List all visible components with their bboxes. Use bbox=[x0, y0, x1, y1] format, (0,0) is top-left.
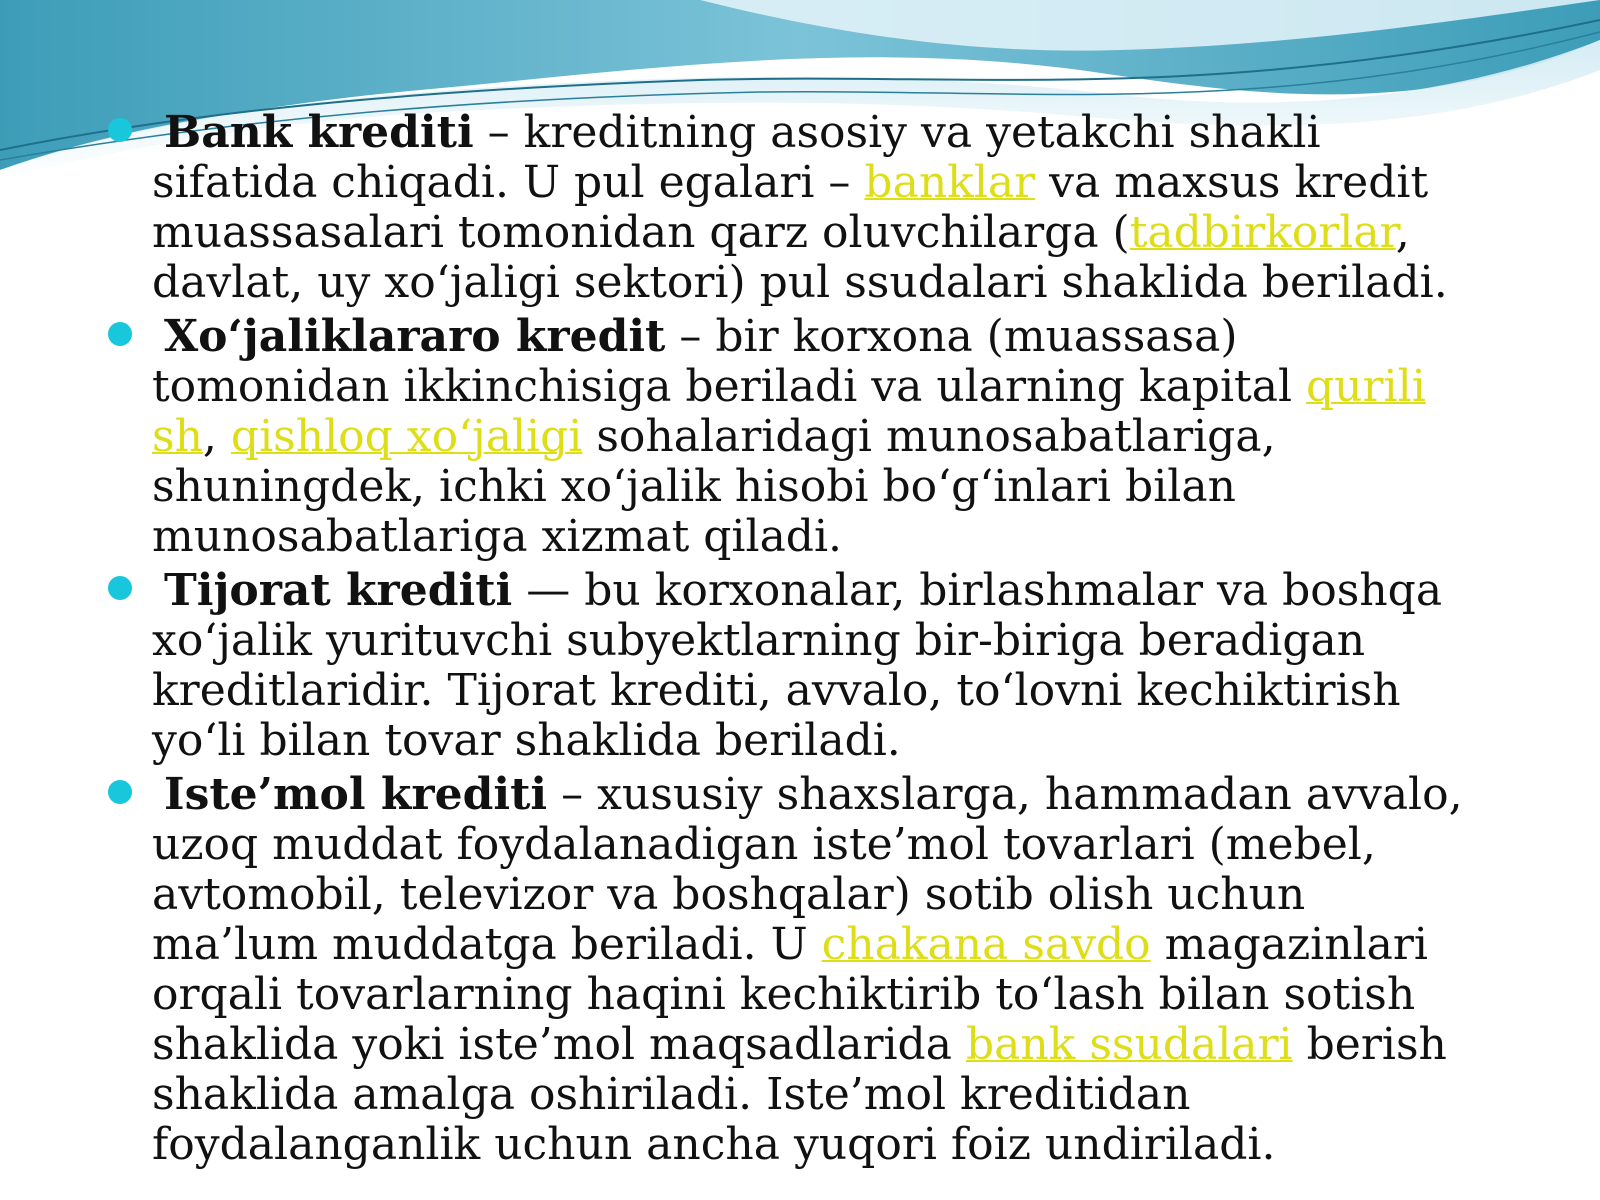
body-text: – bir korxona (muassasa) bbox=[665, 311, 1238, 362]
body-text: – kreditning asosiy va yetakchi shakli bbox=[473, 107, 1321, 158]
bullet-term: Bank krediti bbox=[164, 107, 474, 158]
bullet-term: Tijorat krediti bbox=[164, 565, 513, 616]
body-text: muassasalari tomonidan qarz oluvchilarga ( bbox=[152, 207, 1130, 258]
text-line bbox=[152, 1020, 1568, 1070]
bullet-item bbox=[108, 770, 1568, 1170]
text-line bbox=[152, 616, 1568, 666]
text-line bbox=[152, 208, 1568, 258]
text-line bbox=[152, 362, 1568, 412]
body-text: – xususiy shaxslarga, hammadan avvalo, bbox=[547, 769, 1463, 820]
body-text: shuningdek, ichki xo‘jalik hisobi bo‘g‘inlari bilan bbox=[152, 461, 1236, 512]
hyperlink[interactable]: sh bbox=[152, 411, 203, 462]
hyperlink[interactable]: tadbirkorlar bbox=[1129, 207, 1396, 258]
body-text: , bbox=[202, 411, 231, 462]
text-line bbox=[152, 920, 1568, 970]
body-text: orqali tovarlarning haqini kechiktirib to‘lash bilan sotish bbox=[152, 969, 1416, 1020]
text-line bbox=[164, 108, 1568, 158]
body-text: avtomobil, televizor va boshqalar) sotib olish uchun bbox=[152, 869, 1306, 920]
bullet-dot-icon bbox=[108, 780, 132, 804]
body-text: shaklida yoki iste’mol maqsadlarida bbox=[152, 1019, 966, 1070]
text-line bbox=[152, 870, 1568, 920]
body-text: berish bbox=[1292, 1019, 1447, 1070]
hyperlink[interactable]: qurili bbox=[1306, 361, 1426, 412]
body-text: — bu korxonalar, birlashmalar va boshqa bbox=[512, 565, 1443, 616]
text-line bbox=[152, 1070, 1568, 1120]
text-line bbox=[152, 258, 1568, 308]
bullet-term: Iste’mol krediti bbox=[164, 769, 548, 820]
bullet-item bbox=[108, 566, 1568, 766]
body-text: xo‘jalik yurituvchi subyektlarning bir-biriga beradigan bbox=[152, 615, 1366, 666]
bullet-dot-icon bbox=[108, 118, 132, 142]
text-line bbox=[152, 666, 1568, 716]
text-line bbox=[164, 770, 1568, 820]
body-text: yo‘li bilan tovar shaklida beriladi. bbox=[152, 715, 901, 766]
body-text: sifatida chiqadi. U pul egalari – bbox=[152, 157, 865, 208]
body-text: , bbox=[1395, 207, 1410, 258]
body-text: va maxsus kredit bbox=[1035, 157, 1429, 208]
body-text: uzoq muddat foydalanadigan iste’mol tovarlari (mebel, bbox=[152, 819, 1376, 870]
slide-content bbox=[108, 108, 1568, 1170]
text-line bbox=[152, 158, 1568, 208]
body-text: magazinlari bbox=[1150, 919, 1428, 970]
text-line bbox=[164, 566, 1568, 616]
text-line bbox=[152, 512, 1568, 562]
hyperlink[interactable]: banklar bbox=[864, 157, 1036, 208]
body-text: munosabatlariga xizmat qiladi. bbox=[152, 511, 843, 562]
text-line bbox=[152, 716, 1568, 766]
body-text: kreditlaridir. Tijorat krediti, avvalo, to‘lovni kechiktirish bbox=[152, 665, 1401, 716]
text-line bbox=[164, 312, 1568, 362]
bullet-term: Xo‘jaliklararo kredit bbox=[164, 311, 666, 362]
body-text: shaklida amalga oshiriladi. Iste’mol kreditidan bbox=[152, 1069, 1191, 1120]
text-line bbox=[152, 1120, 1568, 1170]
bullet-dot-icon bbox=[108, 322, 132, 346]
bullet-item bbox=[108, 108, 1568, 308]
text-line bbox=[152, 462, 1568, 512]
body-text: davlat, uy xo‘jaligi sektori) pul ssudalari shaklida beriladi. bbox=[152, 257, 1448, 308]
bullet-dot-icon bbox=[108, 576, 132, 600]
bullet-item bbox=[108, 312, 1568, 562]
body-text: tomonidan ikkinchisiga beriladi va ularning kapital bbox=[152, 361, 1307, 412]
body-text: foydalanganlik uchun ancha yuqori foiz undiriladi. bbox=[152, 1119, 1276, 1170]
text-line bbox=[152, 970, 1568, 1020]
body-text: sohalaridagi munosabatlariga, bbox=[582, 411, 1276, 462]
hyperlink[interactable]: qishloq xo‘jaligi bbox=[230, 411, 583, 462]
body-text: ma’lum muddatga beriladi. U bbox=[152, 919, 822, 970]
text-line bbox=[152, 820, 1568, 870]
hyperlink[interactable]: chakana savdo bbox=[821, 919, 1151, 970]
text-line bbox=[152, 412, 1568, 462]
hyperlink[interactable]: bank ssudalari bbox=[965, 1019, 1293, 1070]
